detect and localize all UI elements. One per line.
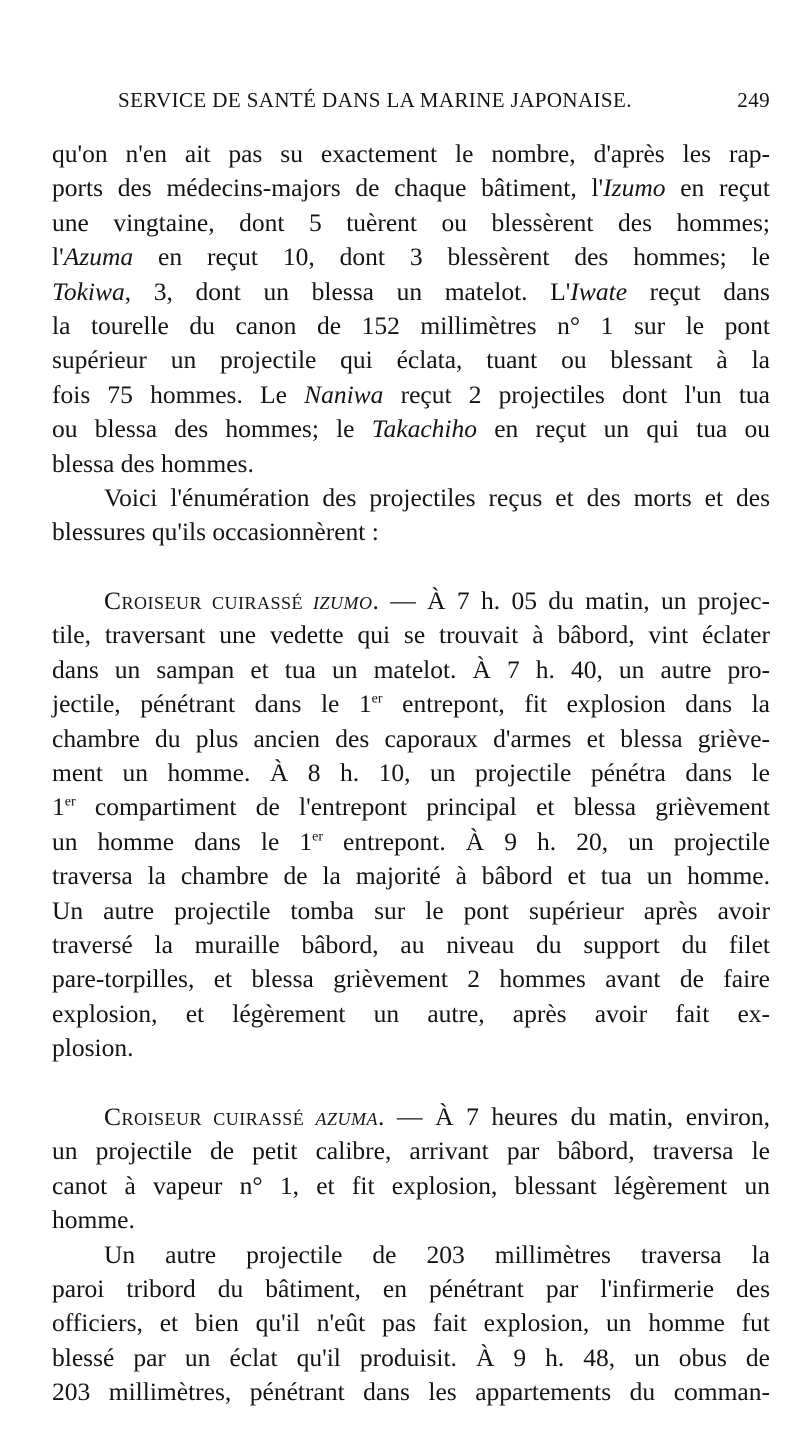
text-line: homme. bbox=[52, 1205, 135, 1235]
heading-text: ROISEUR CUIRASSÉ bbox=[121, 1108, 316, 1129]
heading-initial: C bbox=[104, 1101, 122, 1131]
text-line: traversé la muraille bâbord, au niveau du support du filet bbox=[52, 929, 770, 959]
text-line: tile, traversant une vedette qui se trouvait à bâbord, vint éclater bbox=[52, 620, 770, 650]
text-span: reçut dans bbox=[627, 276, 770, 306]
text-line: dans un sampan et tua un matelot. À 7 h. 40, un autre pro- bbox=[52, 654, 770, 684]
text-line bbox=[52, 687, 770, 721]
page-number: 249 bbox=[737, 88, 770, 112]
text-line: blessa des hommes. bbox=[52, 448, 254, 478]
text-line bbox=[52, 240, 770, 274]
ship-name: IZUMO bbox=[313, 593, 373, 614]
text-span: compartiment de l'entrepont principal et blessa grièvement bbox=[75, 792, 770, 822]
text-line: officiers, et bien qu'il n'eût pas fait explosion, un homme fut bbox=[52, 1308, 770, 1338]
text-span: entrepont, fit explosion dans la bbox=[382, 689, 770, 719]
section-heading bbox=[104, 1101, 378, 1131]
text-line: traversa la chambre de la majorité à bâbord et tua un homme. bbox=[52, 861, 770, 891]
text-span: . — À 7 h. 05 du matin, un projec- bbox=[372, 586, 771, 616]
superscript: er bbox=[312, 829, 323, 845]
text-span: ou blessa des hommes; le bbox=[52, 414, 372, 444]
text-line: blessures qu'ils occasionnèrent : bbox=[52, 517, 379, 547]
ship-name: Izumo bbox=[603, 173, 666, 203]
text-line bbox=[52, 825, 770, 859]
section-heading bbox=[104, 586, 373, 616]
text-span: 1 bbox=[52, 792, 65, 822]
ship-name: Takachiho bbox=[371, 414, 478, 444]
text-span: , 3, dont un blessa un matelot. L' bbox=[124, 276, 571, 306]
text-span: en reçut un qui tua ou bbox=[477, 414, 770, 444]
page-body bbox=[52, 137, 770, 1409]
text-span: un homme dans le 1 bbox=[52, 826, 313, 856]
text-span: . — À 7 heures du matin, environ, bbox=[378, 1101, 771, 1131]
text-line: une vingtaine, dont 5 tuèrent ou blessèrent des hommes; bbox=[52, 207, 770, 237]
text-line bbox=[52, 378, 770, 412]
text-line bbox=[52, 584, 770, 618]
running-header bbox=[118, 88, 770, 113]
text-line bbox=[52, 790, 770, 824]
text-span: reçut 2 projectiles dont l'un tua bbox=[383, 379, 770, 409]
text-line: qu'on n'en ait pas su exactement le nombre, d'après les rap- bbox=[52, 139, 770, 168]
text-line: un projectile de petit calibre, arrivant par bâbord, traversa le bbox=[52, 1136, 770, 1166]
heading-initial: C bbox=[104, 586, 122, 616]
text-line: paroi tribord du bâtiment, en pénétrant par l'infirmerie des bbox=[52, 1273, 770, 1303]
section-gap bbox=[52, 550, 770, 584]
text-line: canot à vapeur n° 1, et fit explosion, blessant légèrement un bbox=[52, 1170, 770, 1200]
text-line: plosion. bbox=[52, 1033, 134, 1063]
text-line: Un autre projectile de 203 millimètres traversa la bbox=[104, 1239, 770, 1269]
text-line bbox=[52, 171, 770, 205]
text-line: la tourelle du canon de 152 millimètres n° 1 sur le pont bbox=[52, 310, 770, 340]
ship-name: Azuma bbox=[63, 242, 134, 272]
heading-text: ROISEUR CUIRASSÉ bbox=[121, 593, 314, 614]
text-span: l' bbox=[52, 242, 64, 272]
section-azuma bbox=[52, 1100, 770, 1410]
text-line: blessé par un éclat qu'il produisit. À 9 h. 48, un obus de bbox=[52, 1342, 770, 1372]
text-span: en reçut bbox=[665, 173, 770, 203]
paragraph-enumeration bbox=[52, 481, 770, 550]
text-line: Un autre projectile tomba sur le pont supérieur après avoir bbox=[52, 895, 770, 925]
section-gap bbox=[52, 1066, 770, 1100]
ship-name: Tokiwa bbox=[52, 276, 125, 306]
text-line: supérieur un projectile qui éclata, tuant ou blessant à la bbox=[52, 345, 770, 375]
text-span: en reçut 10, dont 3 blessèrent des hommes; le bbox=[133, 242, 770, 272]
text-line: explosion, et légèrement un autre, après avoir fait ex- bbox=[52, 998, 770, 1028]
ship-name: Iwate bbox=[570, 276, 628, 306]
text-line bbox=[52, 412, 770, 446]
ship-name: AZUMA bbox=[315, 1108, 378, 1129]
text-line: Voici l'énumération des projectiles reçus et des morts et des bbox=[104, 482, 770, 512]
superscript: er bbox=[371, 691, 383, 707]
ship-name: Naniwa bbox=[304, 379, 384, 409]
text-line: ment un homme. À 8 h. 10, un projectile pénétra dans le bbox=[52, 758, 770, 788]
text-span: fois 75 hommes. Le bbox=[52, 379, 305, 409]
text-span: ports des médecins-majors de chaque bâtiment, l' bbox=[52, 173, 604, 203]
text-span: entrepont. À 9 h. 20, un projectile bbox=[323, 826, 771, 856]
running-title: SERVICE DE SANTÉ DANS LA MARINE JAPONAISE. bbox=[118, 88, 632, 112]
text-line: chambre du plus ancien des caporaux d'armes et blessa griève- bbox=[52, 723, 770, 753]
text-line: 203 millimètres, pénétrant dans les appartements du comman- bbox=[52, 1377, 770, 1407]
superscript: er bbox=[64, 794, 76, 810]
paragraph-intro bbox=[52, 137, 770, 481]
text-line bbox=[52, 1100, 770, 1134]
section-izumo bbox=[52, 584, 770, 1065]
text-line: pare-torpilles, et blessa grièvement 2 hommes avant de faire bbox=[52, 964, 770, 994]
text-span: jectile, pénétrant dans le 1 bbox=[52, 689, 372, 719]
text-line bbox=[52, 275, 770, 309]
